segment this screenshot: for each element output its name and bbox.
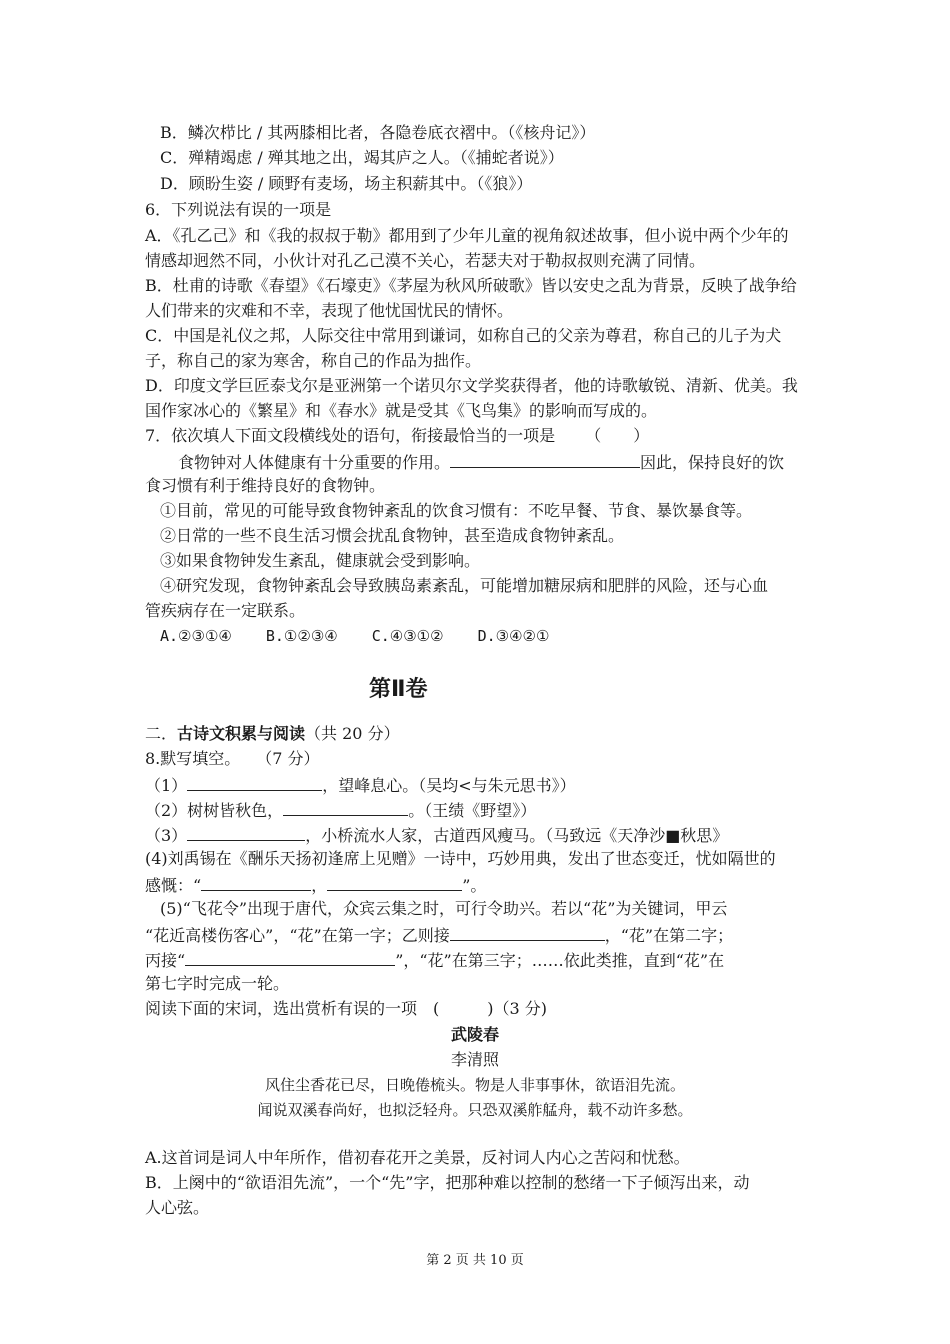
q8-line4a: (4)刘禹锡在《酬乐天扬初逢席上见赠》一诗中，巧妙用典，发出了世态变迁，忧如隔世的 — [145, 849, 776, 868]
q5-option-d: D．顾盼生姿 / 顾野有麦场，场主积薪其中。（《狼》） — [160, 174, 533, 193]
poem-author: 李清照 — [450, 1050, 499, 1069]
q7-blank[interactable] — [450, 449, 640, 468]
q6-option-c-line2: 子，称自己的家为寒舍，称自己的作品为拙作。 — [145, 351, 482, 370]
q7-sentence-4-line1: ④研究发现，食物钟紊乱会导致胰岛素紊乱，可能增加糖尿病和肥胖的风险，还与心血 — [160, 576, 769, 595]
part2-title: 古诗文积累与阅读 — [177, 724, 306, 743]
q7-sentence-4-line2: 管疾病存在一定联系。 — [145, 601, 306, 620]
q6-option-d-line2: 国作家冰心的《繁星》和《春水》就是受其《飞鸟集》的影响而写成的。 — [145, 401, 658, 420]
q8-line5b — [145, 922, 733, 948]
section-title: 第Ⅱ卷 — [369, 677, 428, 702]
q7-option-b: B.①②③④ — [265, 627, 338, 645]
poem-line-2: 闻说双溪春尚好，也拟泛轻舟。只恐双溪舴艋舟，载不动许多愁。 — [257, 1101, 693, 1119]
q8-l1-num: （1） — [145, 776, 188, 795]
q7-sentence-1: ①目前，常见的可能导致食物钟紊乱的饮食习惯有：不吃早餐、节食、暴饮暴食等。 — [160, 501, 753, 520]
q9-option-b-line2: 人心弦。 — [145, 1198, 210, 1217]
q8-l5b-b: ，“花”在第二字； — [604, 926, 734, 945]
q7-passage-line2: 食习惯有利于维持良好的食物钟。 — [145, 476, 386, 495]
q8-l3-num: （3） — [145, 826, 188, 845]
q8-l5b-a: “花近高楼伤客心”，“花”在第一字；乙则接 — [145, 926, 450, 945]
q7-stem-text: 7．依次填人下面文段横线处的语句，衔接最恰当的一项是 — [145, 426, 556, 445]
q7-option-a: A.②③①④ — [160, 627, 232, 645]
q8-l5c-a: 丙接“ — [145, 951, 186, 970]
q6-option-b-line1: B．杜甫的诗歌《春望》《石壕吏》《茅屋为秋风所破歌》皆以安史之乱为背景，反映了战争给 — [145, 276, 797, 295]
part2-prefix: 二． — [145, 724, 178, 743]
q7-answer-paren: （ ） — [585, 426, 650, 445]
part2-score: （共 20 分） — [305, 724, 400, 743]
q8-blank-4b[interactable] — [327, 872, 462, 891]
q8-l3-text: ，小桥流水人家，古道西风瘦马。（马致远《天净沙■秋思》 — [305, 826, 729, 845]
q5-option-c: C．殚精竭虑 / 殚其地之出，竭其庐之人。（《捕蛇者说》） — [160, 148, 564, 167]
q7-sentence-3: ③如果食物钟发生紊乱，健康就会受到影响。 — [160, 551, 481, 570]
q6-stem: 6．下列说法有误的一项是 — [145, 200, 332, 219]
q8-line4b — [145, 872, 486, 898]
q8-blank-2[interactable] — [283, 797, 408, 816]
q8-line5d: 第七字时完成一轮。 — [145, 974, 290, 993]
q9-stem: 阅读下面的宋词，选出赏析有误的一项 ( )（3 分) — [145, 999, 547, 1018]
q8-line1 — [145, 772, 576, 798]
q8-l2-b: 。（王绩《野望》） — [408, 801, 537, 820]
q8-blank-4a[interactable] — [201, 872, 311, 891]
q6-option-a-line2: 情感却迥然不同，小伙计对孔乙己漠不关心，若瑟夫对于勒叔叔则充满了同情。 — [145, 251, 706, 270]
poem-title: 武陵春 — [450, 1025, 499, 1044]
q8-blank-5a[interactable] — [450, 922, 605, 941]
q8-line5a: (5)“飞花令”出现于唐代，众宾云集之时，可行令助兴。若以“花”为关键词，甲云 — [160, 899, 728, 918]
q6-option-b-line2: 人们带来的灾难和不幸，表现了他忧国忧民的情怀。 — [145, 301, 514, 320]
q8-l4b-c: ”。 — [462, 876, 487, 895]
q8-l4b-a: 感慨：“ — [145, 876, 202, 895]
q8-l2-a: （2）树树皆秋色， — [145, 801, 284, 820]
q5-option-b: B．鳞次栉比 / 其两膝相比者，各隐卷底衣褶中。（《核舟记》） — [160, 123, 596, 142]
q7-passage-line1 — [178, 449, 784, 475]
q9-option-b-line1: B．上阕中的“欲语泪先流”，一个“先”字，把那种难以控制的愁绪一下子倾泻出来，动 — [145, 1173, 750, 1192]
q6-option-a-line1: A．《孔乙己》和《我的叔叔于勒》都用到了少年儿童的视角叙述故事，但小说中两个少年的 — [145, 226, 789, 245]
q8-line2 — [145, 797, 536, 823]
q7-option-c: C.④③①② — [371, 627, 444, 645]
q8-l5c-b: ”，“花”在第三字；……依此类推，直到“花”在 — [395, 951, 725, 970]
q7-stem — [145, 424, 649, 448]
q8-blank-5b[interactable] — [185, 947, 395, 966]
page-footer: 第 2 页 共 10 页 — [426, 1253, 524, 1268]
q6-option-c-line1: C．中国是礼仪之邦，人际交往中常用到谦词，如称自己的父亲为尊君，称自己的儿子为犬 — [145, 326, 782, 345]
q8-blank-1[interactable] — [187, 772, 322, 791]
q8-line3 — [145, 822, 728, 848]
q7-passage-b: 因此，保持良好的饮 — [640, 453, 785, 472]
q8-l1-text: ，望峰息心。（吴均<与朱元思书》） — [322, 776, 576, 795]
q8-l4b-b: ， — [311, 876, 328, 895]
q7-sentence-2: ②日常的一些不良生活习惯会扰乱食物钟，甚至造成食物钟紊乱。 — [160, 526, 625, 545]
q7-passage-a: 食物钟对人体健康有十分重要的作用。 — [178, 453, 451, 472]
q7-option-d: D.③④②① — [477, 627, 550, 645]
q8-blank-3[interactable] — [187, 822, 305, 841]
q6-option-d-line1: D．印度文学巨匠泰戈尔是亚洲第一个诺贝尔文学奖获得者，他的诗歌敏锐、清新、优美。我 — [145, 376, 798, 395]
q7-options — [160, 624, 549, 648]
q9-option-a: A.这首词是词人中年所作，借初春花开之美景，反衬词人内心之苦闷和忧愁。 — [145, 1148, 690, 1167]
part2-heading — [145, 722, 400, 746]
q8-stem: 8.默写填空。 （7 分） — [145, 749, 320, 768]
poem-line-1: 风住尘香花已尽，日晚倦梳头。物是人非事事休，欲语泪先流。 — [264, 1076, 685, 1094]
q8-line5c — [145, 947, 724, 973]
